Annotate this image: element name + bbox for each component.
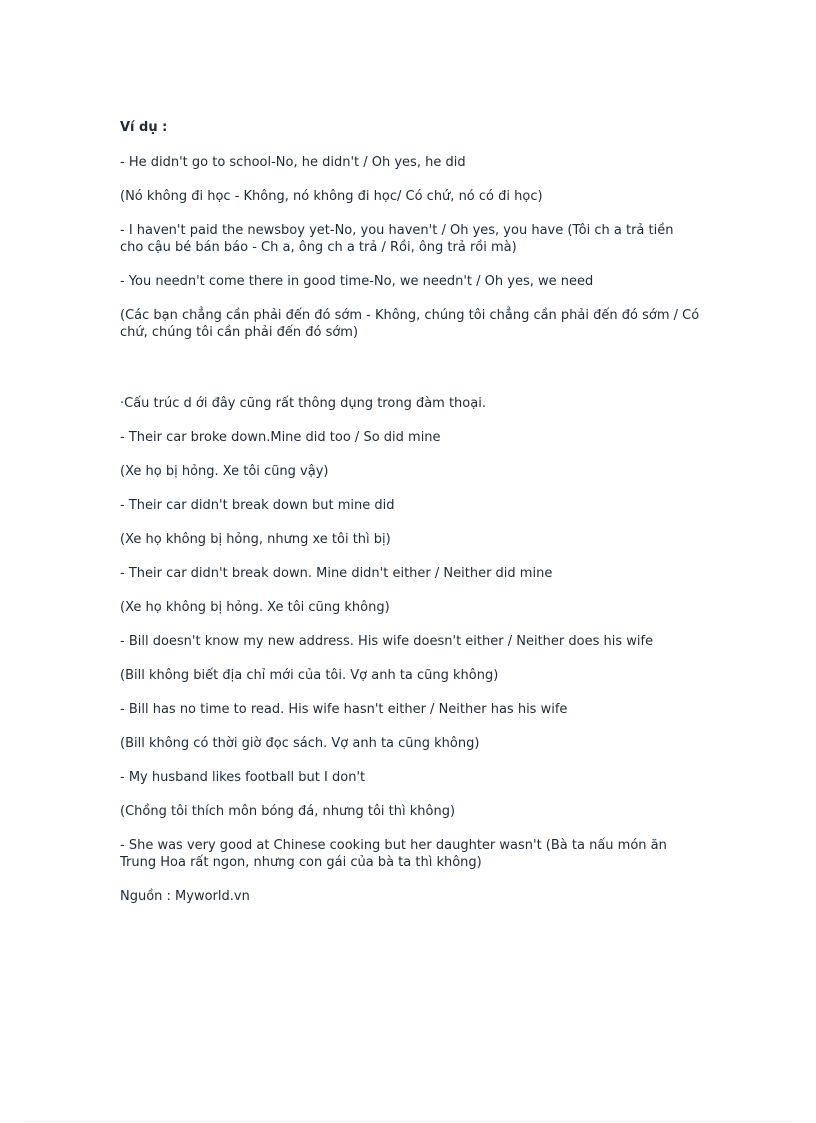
translation-line: (Xe họ không bị hỏng, nhưng xe tôi thì bị) xyxy=(120,532,391,547)
page-bottom-edge xyxy=(24,1121,792,1122)
example-line: - She was very good at Chinese cooking but her daughter wasn't (Bà ta nấu món ăn Trung Hoa rất ngon, nhưng con gái của bà ta thì không) xyxy=(120,838,667,870)
translation-line: (Nó không đi học - Không, nó không đi học/ Có chứ, nó có đi học) xyxy=(120,189,543,204)
translation-line: (Xe họ bị hỏng. Xe tôi cũng vậy) xyxy=(120,464,329,479)
example-line: - Their car didn't break down but mine did xyxy=(120,498,395,513)
source-line: Nguồn : Myworld.vn xyxy=(120,889,250,904)
translation-line: (Bill không có thời giờ đọc sách. Vợ anh ta cũng không) xyxy=(120,736,480,751)
translation-line: (Xe họ không bị hỏng. Xe tôi cũng không) xyxy=(120,600,390,615)
example-line: - He didn't go to school-No, he didn't / Oh yes, he did xyxy=(120,155,466,170)
section-title: Ví dụ : xyxy=(120,120,168,135)
example-line: - You needn't come there in good time-No, we needn't / Oh yes, we need xyxy=(120,274,594,289)
document-body xyxy=(120,119,700,922)
example-line: - Their car broke down.Mine did too / So did mine xyxy=(120,430,441,445)
translation-line: (Các bạn chẳng cần phải đến đó sớm - Không, chúng tôi chẳng cần phải đến đó sớm / Có chứ, chúng tôi cần phải đến đó sớm) xyxy=(120,308,700,340)
structure-intro: ·Cấu trúc d ới đây cũng rất thông dụng trong đàm thoại. xyxy=(120,396,486,411)
section-gap xyxy=(120,358,700,395)
translation-line: (Chồng tôi thích môn bóng đá, nhưng tôi thì không) xyxy=(120,804,456,819)
translation-line: (Bill không biết địa chỉ mới của tôi. Vợ anh ta cũng không) xyxy=(120,668,499,683)
example-line: - I haven't paid the newsboy yet-No, you haven't / Oh yes, you have (Tôi ch a trả tiền cho cậu bé bán báo - Ch a, ông ch a trả / Rồi, ông trả rồi mà) xyxy=(120,223,674,255)
example-line: - Bill doesn't know my new address. His wife doesn't either / Neither does his wife xyxy=(120,634,654,649)
example-line: - Bill has no time to read. His wife hasn't either / Neither has his wife xyxy=(120,702,568,717)
example-line: - Their car didn't break down. Mine didn't either / Neither did mine xyxy=(120,566,553,581)
example-line: - My husband likes football but I don't xyxy=(120,770,366,785)
